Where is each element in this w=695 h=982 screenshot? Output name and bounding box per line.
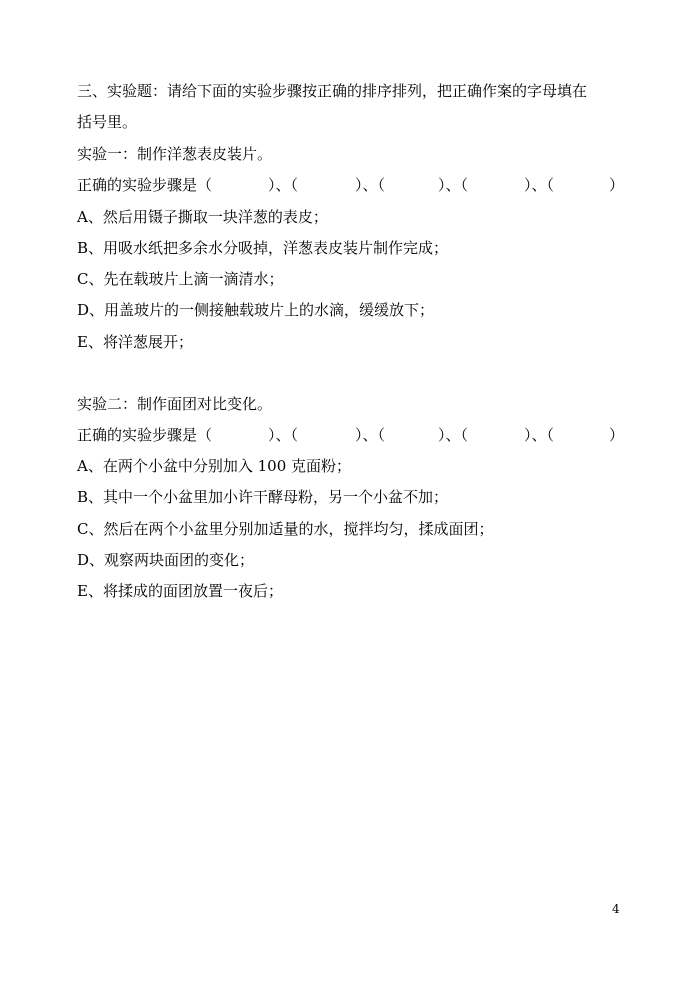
question-line-2: 括号里。 (77, 113, 138, 131)
experiment-1-step-a: A、然后用镊子撕取一块洋葱的表皮； (77, 208, 328, 226)
experiment-1-title: 实验一：制作洋葱表皮装片。 (77, 145, 273, 163)
experiment-2-step-e: E、将揉成的面团放置一夜后； (77, 582, 283, 600)
experiment-2-step-b: B、其中一个小盆里加小许干酵母粉，另一个小盆不加； (77, 488, 449, 506)
page-number: 4 (612, 902, 620, 916)
experiment-2-step-d: D、观察两块面团的变化； (77, 551, 255, 569)
experiment-1-step-d: D、用盖玻片的一侧接触载玻片上的水滴，缓缓放下； (77, 301, 435, 319)
answer-separator-3: ）、（ (438, 176, 469, 194)
experiment-1-step-b: B、用吸水纸把多余水分吸掉，洋葱表皮装片制作完成； (77, 239, 449, 257)
answer-separator-4: ）、（ (524, 426, 555, 444)
experiment-2-step-c: C、然后在两个小盆里分别加适量的水，搅拌均匀，揉成面团； (77, 520, 494, 538)
answer-separator-1: ）、（ (268, 426, 299, 444)
answer-separator-3: ）、（ (438, 426, 469, 444)
experiment-2-step-a: A、在两个小盆中分别加入 100 克面粉； (77, 457, 352, 475)
experiment-1-step-e: E、将洋葱展开； (77, 333, 193, 351)
answer-separator-1: ）、（ (268, 176, 299, 194)
answer-closing: ） (609, 176, 625, 194)
experiment-2-title: 实验二：制作面团对比变化。 (77, 395, 273, 413)
answer-separator-2: ）、（ (355, 426, 386, 444)
question-line-1: 三、实验题：请给下面的实验步骤按正确的排序排列，把正确作案的字母填在 (77, 82, 588, 100)
answer-separator-4: ）、（ (524, 176, 555, 194)
experiment-1-step-c: C、先在载玻片上滴一滴清水； (77, 270, 284, 288)
answer-closing: ） (609, 426, 625, 444)
answer-separator-2: ）、（ (355, 176, 386, 194)
answer-prompt: 正确的实验步骤是（ (77, 176, 213, 194)
answer-prompt: 正确的实验步骤是（ (77, 426, 213, 444)
